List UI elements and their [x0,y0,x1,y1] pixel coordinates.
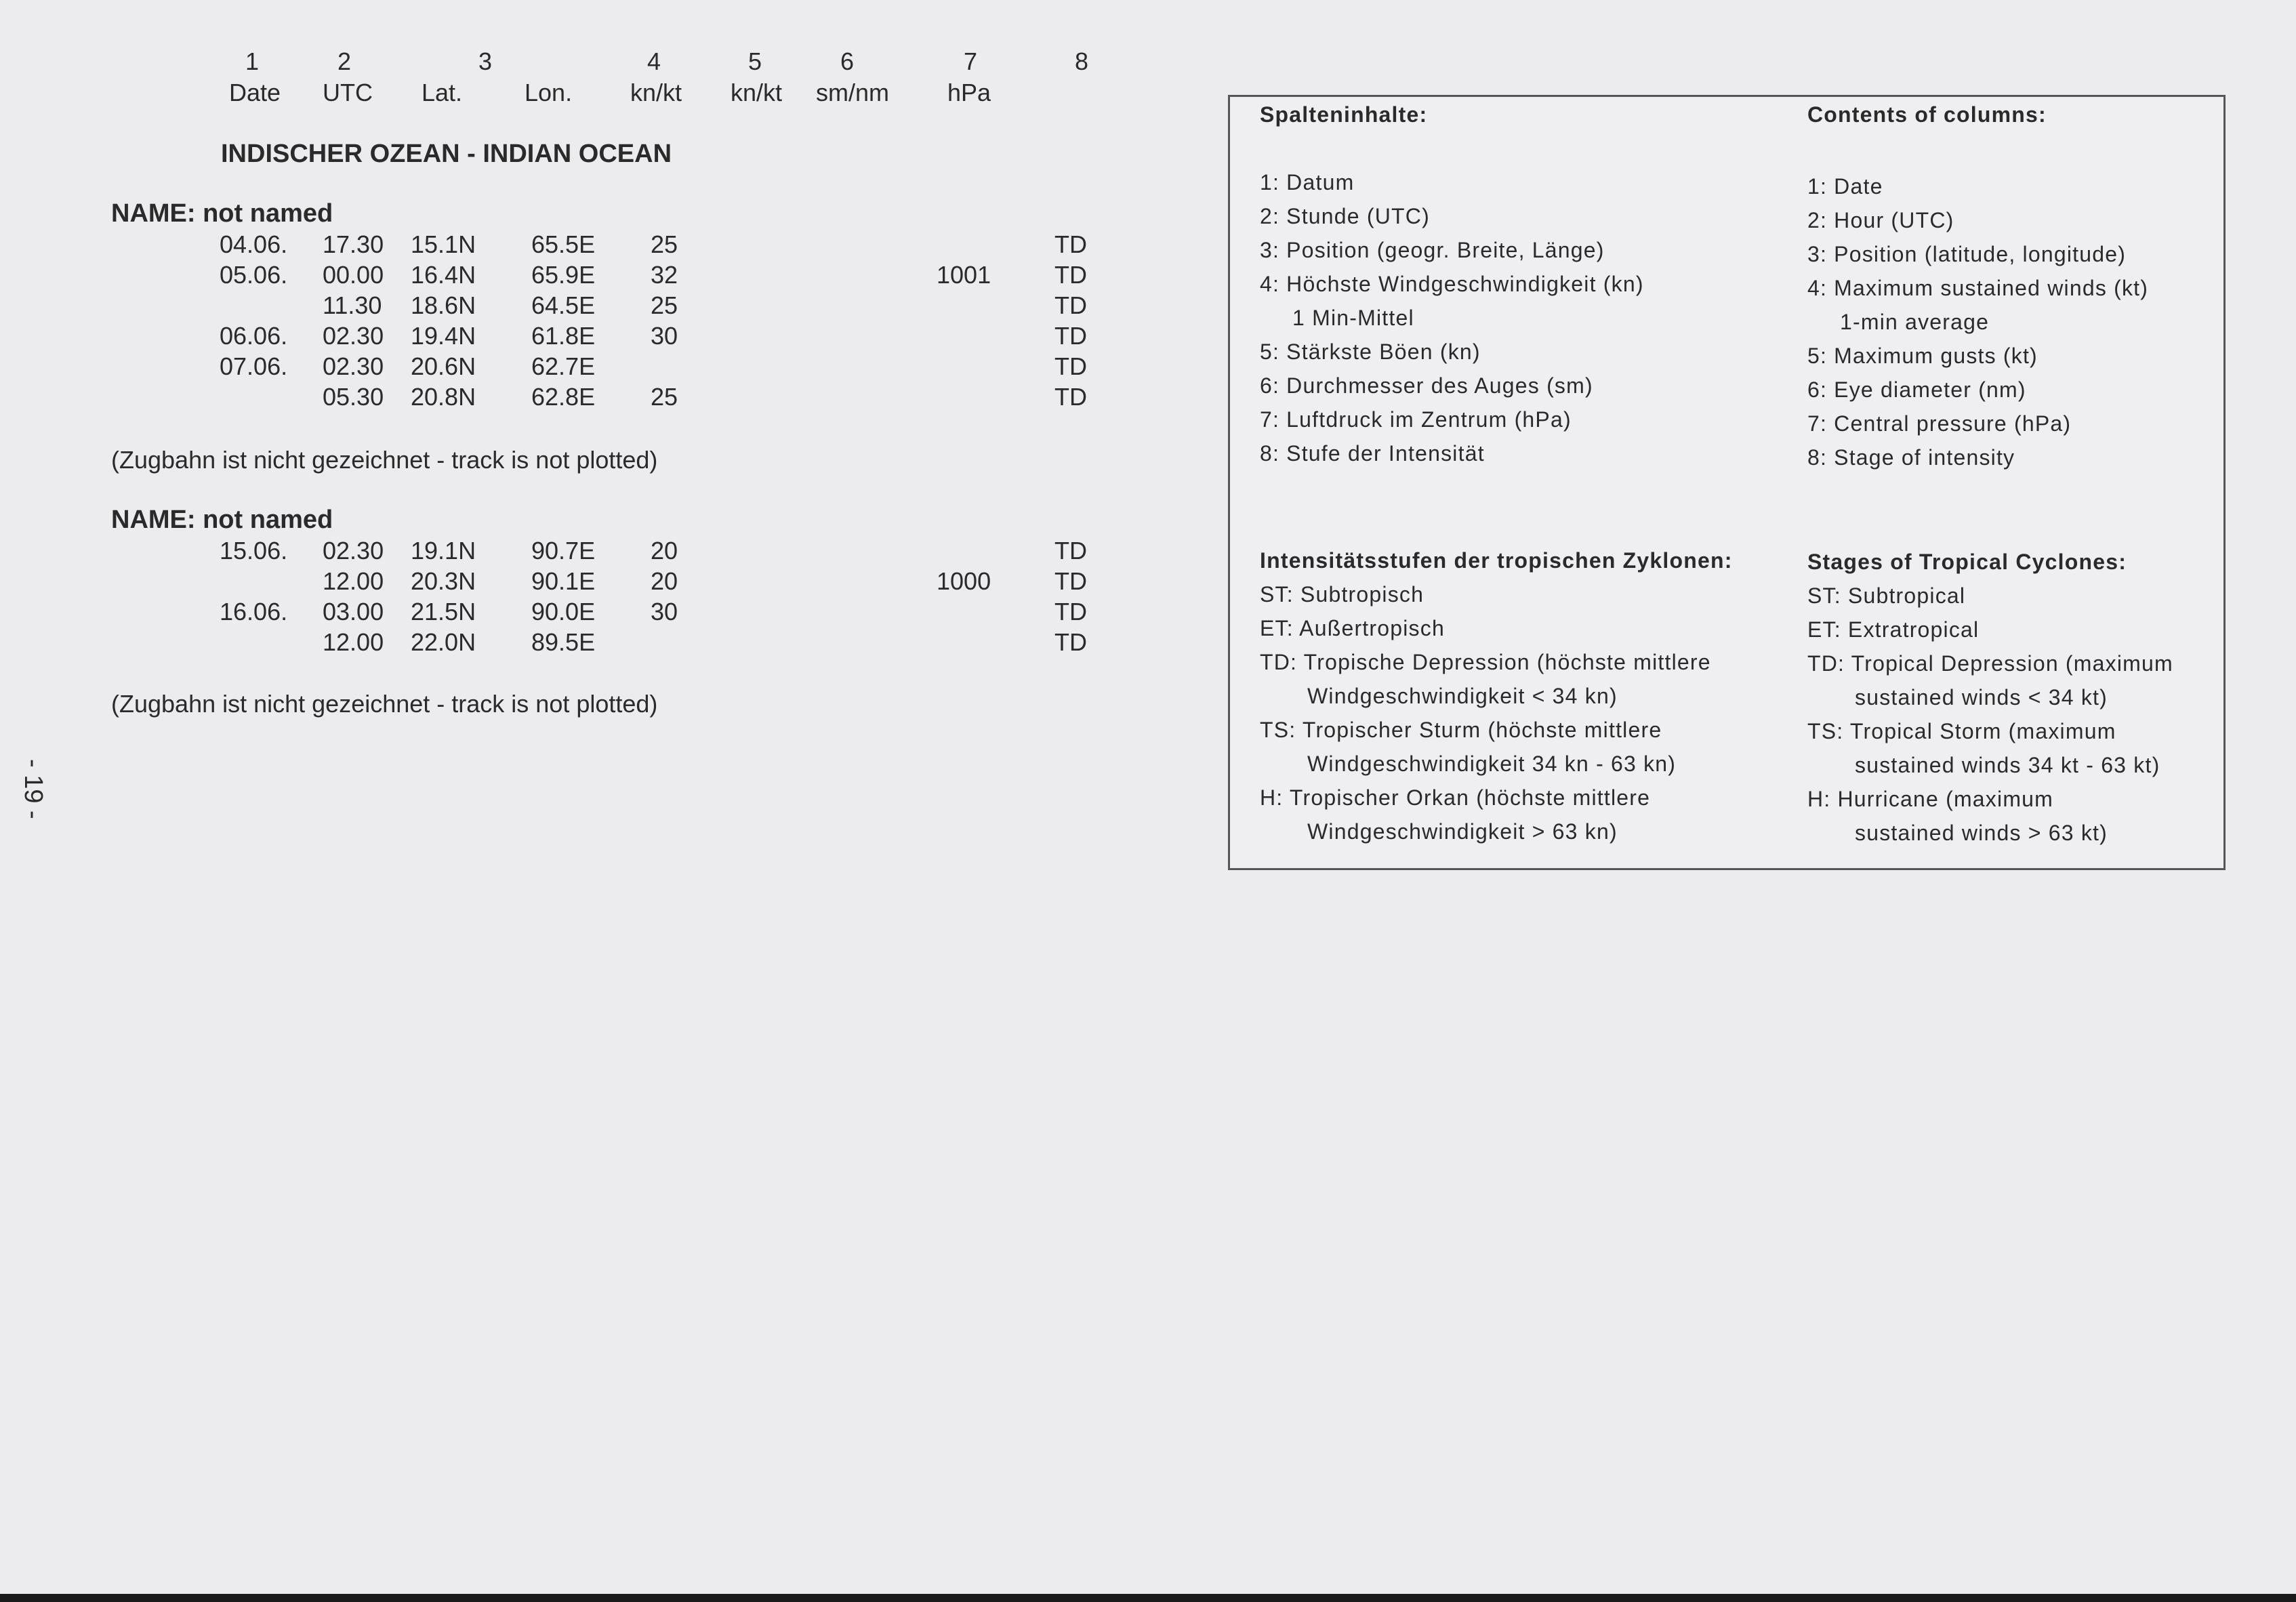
row-wind: 30 [651,598,678,625]
legend-en-stage: H: Hurricane (maximum [1807,787,2054,811]
legend-en-stage: sustained winds 34 kt - 63 kt) [1855,753,2160,777]
legend-de-item: 6: Durchmesser des Auges (sm) [1260,373,1593,398]
row-stage: TD [1054,352,1087,380]
legend-de-stage: Windgeschwindigkeit < 34 kn) [1307,684,1618,708]
legend-en-stage: ET: Extratropical [1807,617,1980,642]
col-num-5: 5 [748,47,762,75]
row-stage: TD [1054,322,1087,350]
row-wind: 20 [651,567,678,595]
col-label-gusts: kn/kt [731,79,783,106]
row-wind: 25 [651,230,678,258]
legend-en-item: 8: Stage of intensity [1807,445,2015,470]
row-wind: 20 [651,537,678,564]
legend-en-stage: sustained winds > 63 kt) [1855,821,2108,845]
row-date: 15.06. [220,537,288,564]
legend-en-item: 6: Eye diameter (nm) [1807,377,2026,402]
row-lat: 16.4N [411,261,476,289]
scan-bottom-edge [0,1594,2296,1602]
storm-1-note: (Zugbahn ist nicht gezeichnet - track is not plotted) [111,446,658,474]
row-utc: 12.00 [323,567,384,595]
row-utc: 05.30 [323,383,384,411]
legend-en-item: 7: Central pressure (hPa) [1807,411,2072,436]
col-num-7: 7 [964,47,978,75]
row-stage: TD [1054,567,1087,595]
row-lat: 20.3N [411,567,476,595]
legend-en-stage-title: Stages of Tropical Cyclones: [1807,550,2127,574]
col-num-3: 3 [478,47,493,75]
row-lat: 21.5N [411,598,476,625]
page-number: - 19 - [19,759,47,819]
legend-de-stage: ET: Außertropisch [1260,616,1445,640]
legend-de-item: 1: Datum [1260,170,1355,194]
legend-de-stage: TS: Tropischer Sturm (höchste mittlere [1260,718,1662,742]
row-utc: 12.00 [323,628,384,656]
row-date: 16.06. [220,598,288,625]
legend-de-stage: ST: Subtropisch [1260,582,1424,607]
legend-en-item: 2: Hour (UTC) [1807,208,1954,232]
row-lat: 19.4N [411,322,476,350]
legend-de-item: 5: Stärkste Böen (kn) [1260,340,1481,364]
row-wind: 30 [651,322,678,350]
col-num-1: 1 [245,47,260,75]
row-pressure: 1000 [937,567,991,595]
row-date: 06.06. [220,322,288,350]
row-lon: 62.8E [531,383,596,411]
row-utc: 02.30 [323,537,384,564]
legend-de-item: 8: Stufe der Intensität [1260,441,1485,466]
legend-en-item: 5: Maximum gusts (kt) [1807,344,2038,368]
col-label-lat: Lat. [422,79,463,106]
row-utc: 02.30 [323,352,384,380]
legend-de-stage: Windgeschwindigkeit 34 kn - 63 kn) [1307,752,1677,776]
legend-en-item: 3: Position (latitude, longitude) [1807,242,2127,266]
row-stage: TD [1054,261,1087,289]
row-stage: TD [1054,291,1087,319]
legend-en-item: 4: Maximum sustained winds (kt) [1807,276,2149,300]
row-stage: TD [1054,537,1087,564]
row-date: 05.06. [220,261,288,289]
col-num-8: 8 [1075,47,1089,75]
legend-box [1228,95,2226,870]
storm-2-note: (Zugbahn ist nicht gezeichnet - track is not plotted) [111,690,658,718]
row-lat: 18.6N [411,291,476,319]
region-title: INDISCHER OZEAN - INDIAN OCEAN [221,140,672,168]
legend-en-stage: TS: Tropical Storm (maximum [1807,719,2116,743]
legend-en-stage: TD: Tropical Depression (maximum [1807,651,2173,676]
legend-de-stage: TD: Tropische Depression (höchste mittlere [1260,650,1711,674]
row-lat: 20.8N [411,383,476,411]
row-lon: 62.7E [531,352,596,380]
row-utc: 17.30 [323,230,384,258]
row-utc: 03.00 [323,598,384,625]
row-stage: TD [1054,598,1087,625]
legend-en-stage: sustained winds < 34 kt) [1855,685,2108,710]
row-lon: 64.5E [531,291,596,319]
col-label-date: Date [229,79,281,106]
legend-de-item: 1 Min-Mittel [1292,306,1414,330]
legend-en-stage: ST: Subtropical [1807,583,1966,608]
col-num-6: 6 [840,47,855,75]
row-utc: 11.30 [323,291,382,319]
col-label-lon: Lon. [525,79,573,106]
row-utc: 02.30 [323,322,384,350]
row-wind: 25 [651,383,678,411]
legend-de-stage-title: Intensitätsstufen der tropischen Zyklonen: [1260,548,1733,573]
row-stage: TD [1054,628,1087,656]
legend-en-item: 1-min average [1840,310,1990,334]
row-stage: TD [1054,230,1087,258]
legend-de-title: Spalteninhalte: [1260,102,1428,127]
row-lat: 15.1N [411,230,476,258]
row-wind: 32 [651,261,678,289]
row-stage: TD [1054,383,1087,411]
row-lat: 22.0N [411,628,476,656]
storm-1-name: NAME: not named [111,199,333,228]
storm-2-name: NAME: not named [111,506,333,534]
row-lon: 90.0E [531,598,596,625]
row-lon: 90.7E [531,537,596,564]
legend-de-item: 4: Höchste Windgeschwindigkeit (kn) [1260,272,1644,296]
row-date: 04.06. [220,230,288,258]
legend-en-item: 1: Date [1807,174,1883,199]
row-pressure: 1001 [937,261,991,289]
col-label-pressure: hPa [947,79,991,106]
col-label-eye: sm/nm [816,79,889,106]
legend-de-stage: H: Tropischer Orkan (höchste mittlere [1260,785,1651,810]
legend-de-stage: Windgeschwindigkeit > 63 kn) [1307,819,1618,844]
legend-de-item: 3: Position (geogr. Breite, Länge) [1260,238,1605,262]
col-label-wind: kn/kt [630,79,682,106]
col-num-4: 4 [647,47,661,75]
row-lon: 61.8E [531,322,596,350]
col-num-2: 2 [337,47,352,75]
row-utc: 00.00 [323,261,384,289]
row-wind: 25 [651,291,678,319]
row-lon: 65.5E [531,230,596,258]
row-lon: 89.5E [531,628,596,656]
row-lon: 65.9E [531,261,596,289]
legend-de-item: 2: Stunde (UTC) [1260,204,1430,228]
legend-en-title: Contents of columns: [1807,102,2047,127]
row-date: 07.06. [220,352,288,380]
row-lon: 90.1E [531,567,596,595]
col-label-utc: UTC [323,79,373,106]
row-lat: 19.1N [411,537,476,564]
row-lat: 20.6N [411,352,476,380]
legend-de-item: 7: Luftdruck im Zentrum (hPa) [1260,407,1572,432]
